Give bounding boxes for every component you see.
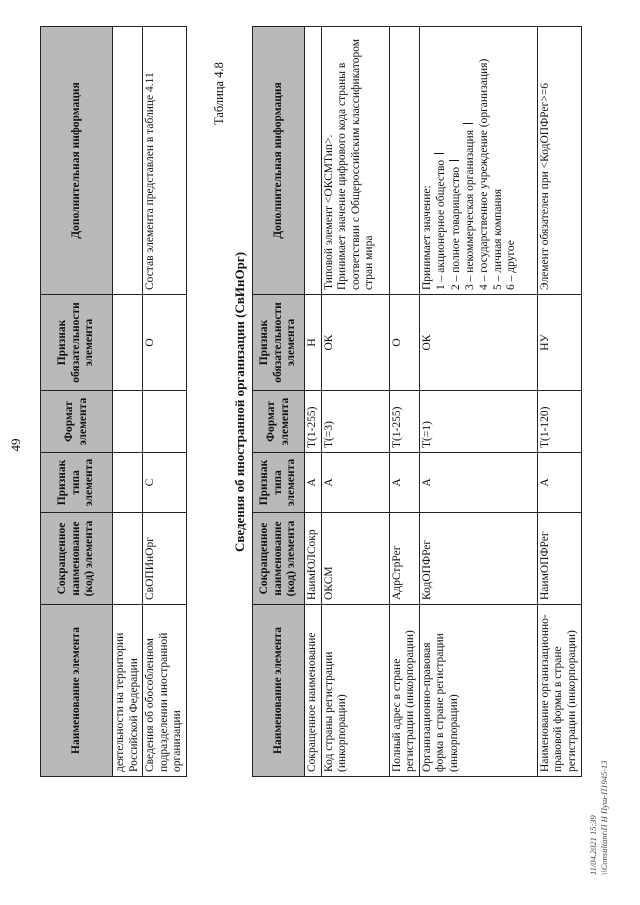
cell: Код страны регистрации (инкорпорации) [321, 605, 389, 777]
cell: ОКСМ [321, 513, 389, 605]
cell: Сокращенное наименование [305, 605, 322, 777]
table-row [143, 27, 187, 777]
cell: А [321, 453, 389, 513]
text-cursor-mark [463, 116, 473, 124]
cell: Н [305, 295, 322, 391]
cell: ОК [419, 295, 537, 391]
table-title: Сведения об иностранной организации (СвИнОрг) [232, 251, 247, 553]
cell: Состав элемента представлен в таблице 4.11 [143, 27, 187, 295]
info-line: 5 – личная компания [491, 188, 504, 290]
cell: А [305, 453, 322, 513]
footer-line: \\Consultant\П Н Пуш-П1945-13 [598, 760, 609, 875]
cell [305, 27, 322, 295]
cell: Организационно-правовая форма в стране регистрации (инкорпорации) [419, 605, 537, 777]
cell [113, 27, 143, 295]
footer-stamp [588, 760, 609, 875]
header-cell: Наименование элемента [41, 605, 113, 777]
cell: А [537, 453, 581, 513]
cell: А [389, 453, 419, 513]
info-line: 1 – акционерное общество [434, 31, 449, 290]
cell: Т(1-120) [537, 391, 581, 453]
header-cell: Формат элемента [253, 391, 305, 453]
table-row [113, 27, 143, 777]
cell [113, 513, 143, 605]
table-label: Таблица 4.8 [212, 62, 226, 125]
info-line: Принимает значение цифрового кода страны в соответствии с Общероссийским классификатором стран мира [336, 38, 376, 290]
cell: О [143, 295, 187, 391]
info-line: 2 – полное товарищество [449, 31, 464, 290]
info-line: Типовой элемент <ОКСМТип>. [322, 134, 335, 290]
text-cursor-mark [434, 146, 444, 154]
cell: деятельности на территории Российской Федерации [113, 605, 143, 777]
cell: НаимЮЛСокр [305, 513, 322, 605]
table-row [537, 27, 581, 777]
cell [389, 27, 419, 295]
cell: ОК [321, 295, 389, 391]
cell: Т(=1) [419, 391, 537, 453]
cell: СвОПИнОрг [143, 513, 187, 605]
cell: О [389, 295, 419, 391]
info-line: 4 – государственное учреждение (организация) [477, 58, 490, 290]
cell [537, 27, 581, 295]
header-cell: Признак типа элемента [41, 453, 113, 513]
cell: АдрСтрРег [389, 513, 419, 605]
cell: Т(1-255) [389, 391, 419, 453]
cell [321, 27, 389, 295]
cell [419, 27, 537, 295]
text-cursor-mark [449, 153, 459, 161]
cell [113, 453, 143, 513]
cell [143, 391, 187, 453]
table-continued [40, 26, 187, 777]
header-cell: Сокращенное наименование (код) элемента [253, 513, 305, 605]
table-row [389, 27, 419, 777]
header-cell: Наименование элемента [253, 605, 305, 777]
cell: НаимОПФРег [537, 513, 581, 605]
cell: КодОПФРег [419, 513, 537, 605]
cell: Т(1-255) [305, 391, 322, 453]
header-cell: Дополнительная информация [41, 27, 113, 295]
header-cell: Формат элемента [41, 391, 113, 453]
table-row [419, 27, 537, 777]
cell: Полный адрес в стране регистрации (инкорпорации) [389, 605, 419, 777]
header-cell: Сокращенное наименование (код) элемента [41, 513, 113, 605]
page-number: 49 [8, 438, 23, 452]
cell: Сведения об обособленном подразделении иностранной организации [143, 605, 187, 777]
footer-line: 11/04.2021 15:39 [588, 815, 598, 875]
info-line: 3 – некоммерческая организация [463, 31, 478, 290]
table-4-8 [252, 26, 582, 777]
header-cell: Признак обязательности элемента [41, 295, 113, 391]
header-cell: Дополнительная информация [253, 27, 305, 295]
info-line: Элемент обязателен при <КодОПФРег>=6 [538, 83, 551, 290]
cell: С [143, 453, 187, 513]
cell: НУ [537, 295, 581, 391]
cell [113, 295, 143, 391]
info-line: 6 – другое [505, 240, 518, 290]
cell: Наименование организационно-правовой формы в стране регистрации (инкорпорации) [537, 605, 581, 777]
cell [113, 391, 143, 453]
header-cell: Признак обязательности элемента [253, 295, 305, 391]
table-row [305, 27, 322, 777]
table-row [321, 27, 389, 777]
header-cell: Признак типа элемента [253, 453, 305, 513]
info-line: Принимает значение: [420, 185, 433, 290]
cell: А [419, 453, 537, 513]
cell: Т(=3) [321, 391, 389, 453]
